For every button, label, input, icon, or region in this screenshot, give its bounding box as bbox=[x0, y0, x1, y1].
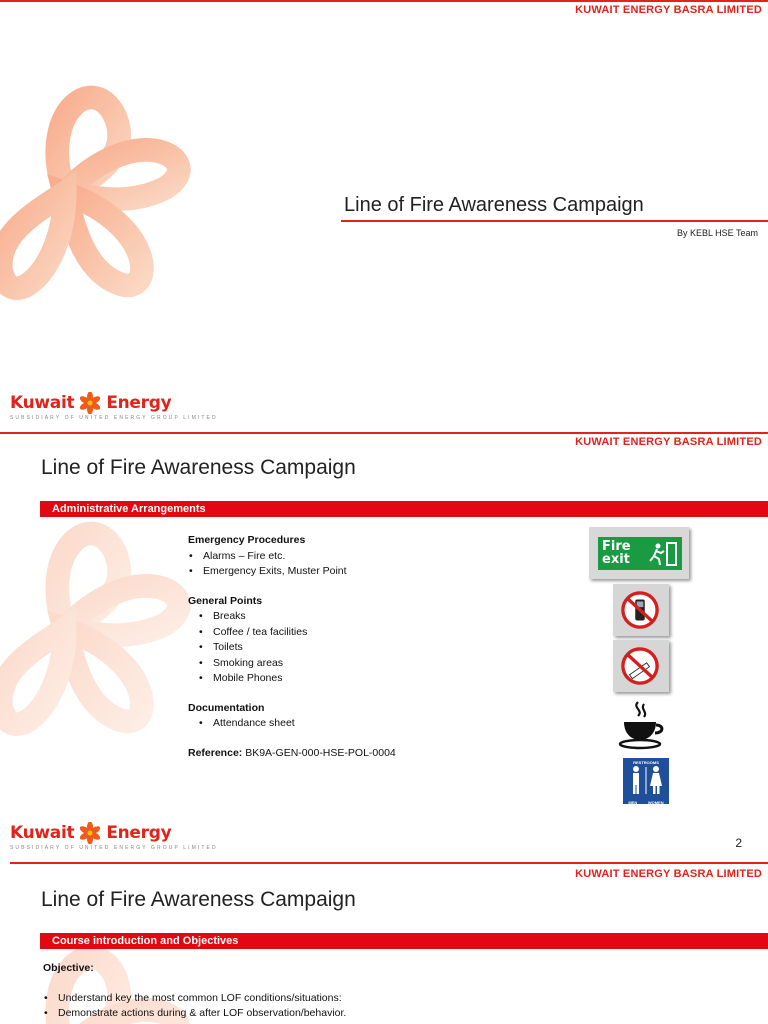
company-logo bbox=[10, 392, 218, 421]
logo-word-kuwait: Kuwait bbox=[10, 393, 75, 413]
restroom-men-label: MEN bbox=[628, 800, 638, 805]
fire-exit-sign-icon bbox=[589, 527, 689, 579]
list-item: • Breaks bbox=[198, 609, 548, 625]
no-smoking-sign bbox=[613, 640, 669, 692]
restroom-label: RESTROOMS bbox=[633, 760, 659, 765]
list-item: • Smoking areas bbox=[198, 656, 548, 672]
restroom-icon bbox=[623, 758, 669, 804]
list-item: • Coffee / tea facilities bbox=[198, 625, 548, 641]
header-rule bbox=[0, 0, 768, 2]
emergency-heading: Emergency Procedures bbox=[188, 534, 306, 546]
company-name: KUWAIT ENERGY BASRA LIMITED bbox=[575, 868, 762, 880]
company-name: KUWAIT ENERGY BASRA LIMITED bbox=[575, 4, 762, 16]
logo-word-energy: Energy bbox=[106, 393, 172, 413]
logo-flower-icon bbox=[76, 392, 104, 414]
slide-title: Line of Fire Awareness Campaign bbox=[41, 888, 356, 911]
fire-exit-text-line2: exit bbox=[602, 552, 630, 567]
objective-heading: Objective: bbox=[43, 962, 94, 974]
logo-tagline: SUBSIDIARY OF UNITED ENERGY GROUP LIMITED bbox=[10, 415, 218, 421]
list-item: • Attendance sheet bbox=[198, 716, 548, 732]
fire-exit-text-line1: Fire bbox=[602, 539, 631, 554]
objective-list bbox=[43, 991, 643, 1022]
list-item: • Demonstrate actions during & after LOF observation/behavior. bbox=[43, 1006, 643, 1022]
reference-value: BK9A-GEN-000-HSE-POL-0004 bbox=[242, 746, 396, 759]
restroom-women-label: WOMEN bbox=[647, 800, 664, 805]
no-mobile-phone-icon bbox=[621, 591, 659, 629]
kuwait-energy-flower-icon bbox=[0, 482, 192, 812]
arrangements-content bbox=[188, 533, 548, 761]
byline: By KEBL HSE Team bbox=[676, 228, 758, 238]
section-band: Course introduction and Objectives bbox=[40, 933, 768, 949]
documentation-heading: Documentation bbox=[188, 701, 265, 714]
men-women-figures-icon bbox=[626, 765, 666, 795]
slide-administrative bbox=[0, 432, 768, 866]
list-item: • Alarms – Fire etc. bbox=[188, 549, 548, 565]
kuwait-energy-flower-icon bbox=[0, 46, 192, 376]
reference-line bbox=[188, 746, 548, 762]
list-item: • Mobile Phones bbox=[198, 671, 548, 687]
slide-title: Line of Fire Awareness Campaign bbox=[41, 456, 356, 479]
list-item: • Emergency Exits, Muster Point bbox=[188, 564, 548, 580]
general-heading: General Points bbox=[188, 594, 263, 607]
slide-objectives bbox=[0, 866, 768, 1024]
title-rule bbox=[341, 220, 768, 222]
objectives-content bbox=[43, 961, 643, 1022]
no-smoking-icon bbox=[621, 647, 659, 685]
coffee-cup-icon bbox=[618, 700, 666, 750]
list-item: • Understand key the most common LOF conditions/situations: bbox=[43, 991, 643, 1007]
section-band: Administrative Arrangements bbox=[40, 501, 768, 517]
documentation-list bbox=[188, 716, 548, 732]
logo-word-kuwait: Kuwait bbox=[10, 823, 75, 843]
reference-label: Reference: bbox=[188, 746, 243, 759]
slide-title bbox=[0, 0, 768, 432]
company-name: KUWAIT ENERGY BASRA LIMITED bbox=[575, 436, 762, 448]
logo-word-energy: Energy bbox=[106, 823, 172, 843]
footer-rule bbox=[10, 862, 768, 864]
company-logo bbox=[10, 822, 218, 851]
list-item: • Toilets bbox=[198, 640, 548, 656]
presentation-title: Line of Fire Awareness Campaign bbox=[344, 194, 644, 216]
emergency-list bbox=[188, 549, 548, 580]
header-rule bbox=[0, 432, 768, 434]
running-man-icon bbox=[646, 541, 678, 567]
general-list bbox=[188, 609, 548, 687]
no-mobile-phone-sign bbox=[613, 584, 669, 636]
page-number: 2 bbox=[735, 836, 742, 850]
logo-tagline: SUBSIDIARY OF UNITED ENERGY GROUP LIMITED bbox=[10, 845, 218, 851]
logo-flower-icon bbox=[76, 822, 104, 844]
